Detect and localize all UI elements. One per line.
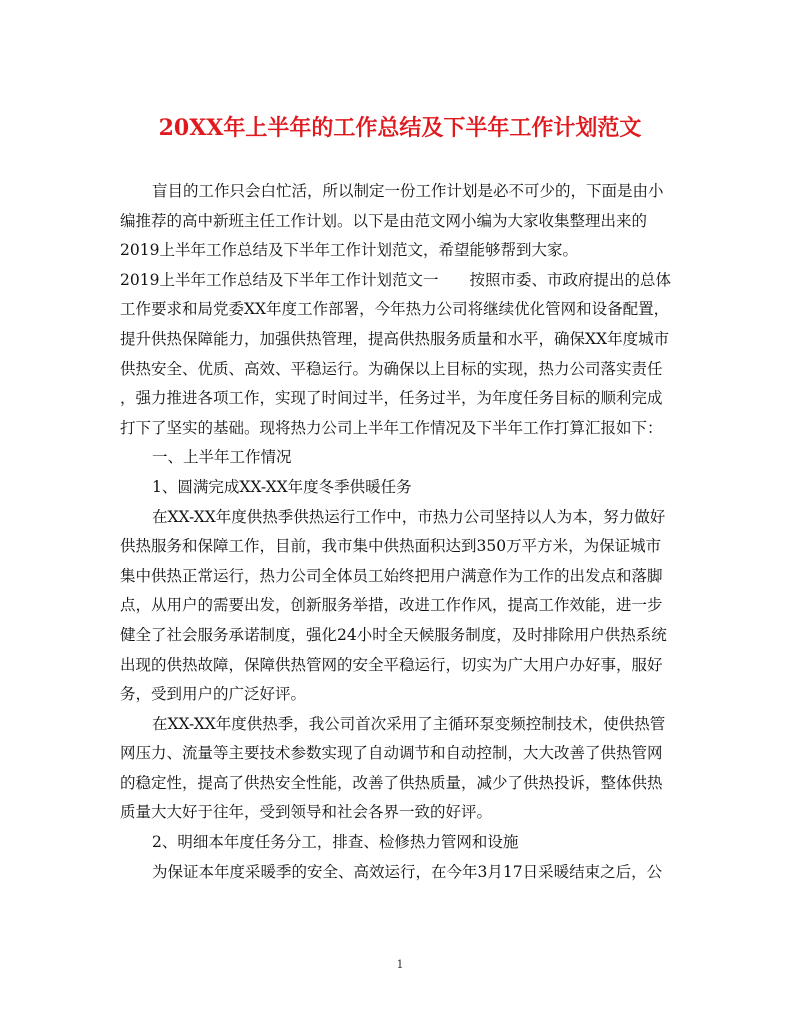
body-line: ，强力推进各项工作，实现了时间过半，任务过半，为年度任务目标的顺利完成 [120,389,663,408]
body-line: 2019上半年工作总结及下半年工作计划范文一 按照市委、市政府提出的总体 [120,270,671,289]
body-line: 2019上半年工作总结及下半年工作计划范文，希望能够帮到大家。 [120,241,578,260]
body-line: 务，受到用户的广泛好评。 [120,685,307,704]
body-line: 网压力、流量等主要技术参数实现了自动调节和自动控制，大大改善了供热管网 [120,744,663,763]
body-line: 供热安全、优质、高效、平稳运行。为确保以上目标的实现，热力公司落实责任 [120,359,663,378]
page-number: 1 [396,958,404,971]
document-title: 20XX年上半年的工作总结及下半年工作计划范文 [158,115,642,141]
body-line: 出现的供热故障，保障供热管网的安全平稳运行，切实为广大用户办好事，服好 [120,655,663,674]
body-line: 健全了社会服务承诺制度，强化24小时全天候服务制度，及时排除用户供热系统 [120,625,667,644]
body-line: 工作要求和局党委XX年度工作部署，今年热力公司将继续优化管网和设备配置， [120,300,670,319]
body-line: 为保证本年度采暖季的安全、高效运行，在今年3月17日采暖结束之后，公 [152,862,663,881]
body-line: 在XX-XX年度供热季供热运行工作中，市热力公司坚持以人为本，努力做好 [152,507,666,526]
body-line: 编推荐的高中新班主任工作计划。以下是由范文网小编为大家收集整理出来的 [120,211,648,230]
body-line: 在XX-XX年度供热季，我公司首次采用了主循环泵变频控制技术，使供热管 [152,714,666,733]
body-line: 打下了坚实的基础。现将热力公司上半年工作情况及下半年工作打算汇报如下： [120,418,663,437]
body-line: 2、明细本年度任务分工，排查、检修热力管网和设施 [152,833,519,852]
body-line: 盲目的工作只会白忙活，所以制定一份工作计划是必不可少的，下面是由小 [152,182,664,200]
body-line: 提升供热保障能力，加强供热管理，提高供热服务质量和水平，确保XX年度城市 [120,329,670,348]
body-line: 1、圆满完成XX-XX年度冬季供暖任务 [152,477,412,496]
body-line: 一、上半年工作情况 [152,448,292,467]
body-line: 质量大大好于往年，受到领导和社会各界一致的好评。 [120,803,493,822]
document-body [120,177,685,887]
body-line: 集中供热正常运行，热力公司全体员工始终把用户满意作为工作的出发点和落脚 [120,566,663,585]
body-line: 的稳定性，提高了供热安全性能，改善了供热质量，减少了供热投诉，整体供热 [120,773,663,792]
body-line: 点，从用户的需要出发，创新服务举措，改进工作作风，提高工作效能，进一步 [120,596,663,615]
body-line: 供热服务和保障工作，目前，我市集中供热面积达到350万平方米，为保证城市 [120,537,662,556]
